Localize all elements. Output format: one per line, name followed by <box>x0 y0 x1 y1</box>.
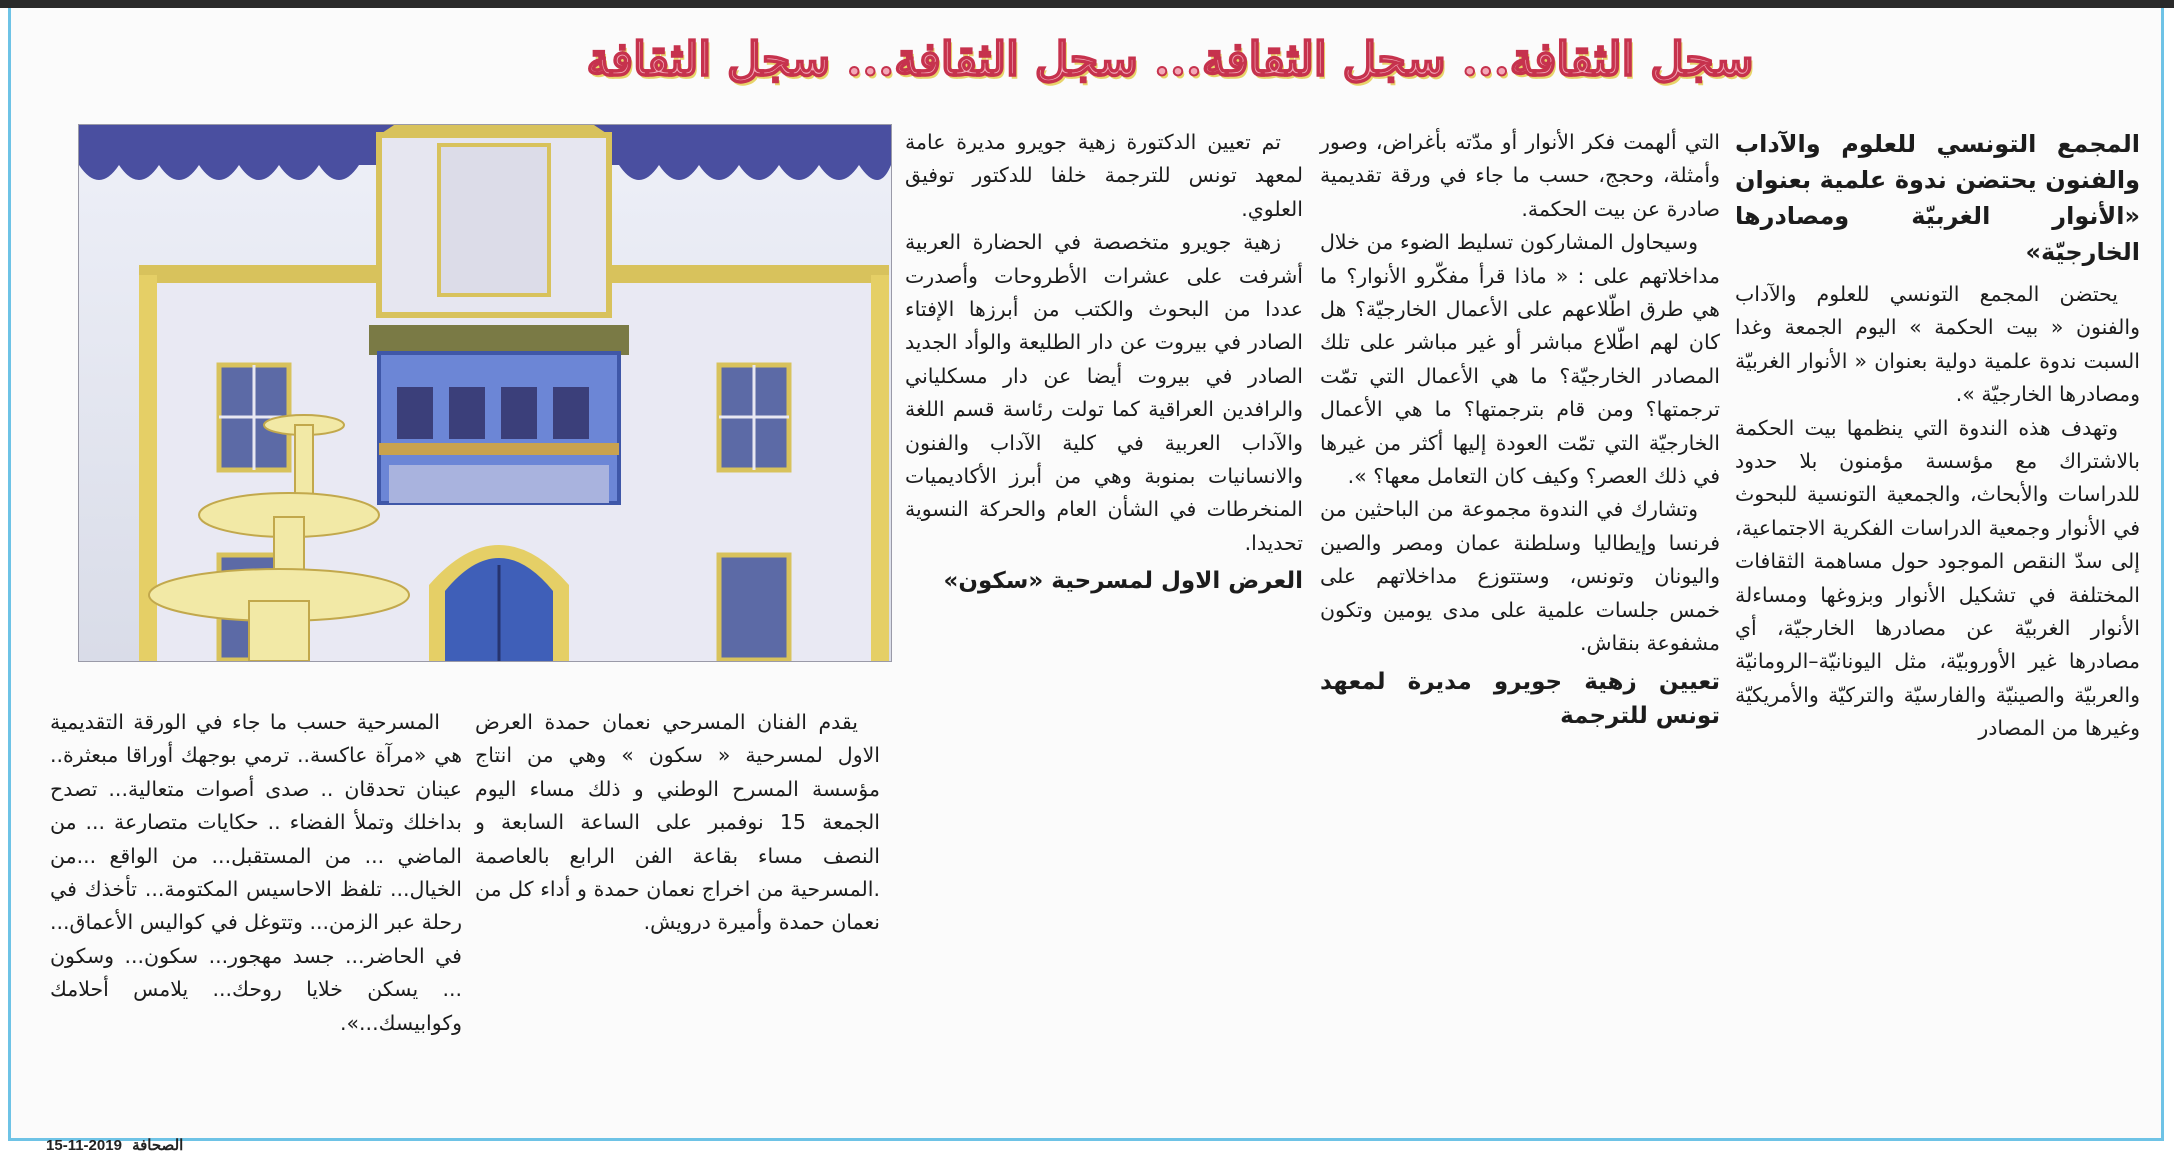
article3-headline: العرض الاول لمسرحية «سكون» <box>943 568 1303 595</box>
building-photo <box>78 124 892 662</box>
article1-headline: المجمع التونسي للعلوم والآداب والفنون يحتضن ندوة علمية بعنوان «الأنوار الغربيّة ومصادرها الخارجيّة» <box>1735 130 2140 266</box>
footer-date: 2019-11-15 <box>46 1137 122 1154</box>
article-column-5 <box>50 706 462 1040</box>
article2-paragraph: تم تعيين الدكتورة زهية جويرو مديرة عامة لمعهد تونس للترجمة خلفا للدكتور توفيق العلوي. <box>905 130 1303 221</box>
article-column-1 <box>1735 126 2140 746</box>
article1-paragraph: وتهدف هذه الندوة التي ينظمها بيت الحكمة بالاشتراك مع مؤسسة مؤمنون بلا حدود للدراسات والأبحاث، والجمعية التونسية للبحوث في الأنوار وجمعية الدراسات الفكرية الاجتماعية، إلى سدّ النقص الموجود حول مساهمة الثقافات المختلفة في تشكيل الأنوار وبزوغها ومساءلة الأنوار الغربيّة عن مصادرها الخارجيّة، أي مصادرها غير الأوروبيّة، مثل اليونانيّة–الرومانيّة والعربيّة والصينيّة والفارسيّة والتركيّة والأمريكيّة وغيرها من المصادر <box>1735 415 2140 741</box>
article3-paragraph: يقدم الفنان المسرحي نعمان حمدة العرض الاول لمسرحية « سكون » وهي من انتاج مؤسسة المسرح الوطني و ذلك مساء اليوم الجمعة 15 نوفمبر على الساعة السابعة و النصف مساء بقاعة الفن الرابع بالعاصمة .المسرحية من اخراج نعمان حمدة و أداء كل من نعمان حمدة وأميرة درويش. <box>475 710 880 935</box>
article1-paragraph: وسيحاول المشاركون تسليط الضوء من خلال مداخلاتهم على : « ماذا قرأ مفكّرو الأنوار؟ ما هي طرق اطّلاعهم على الأعمال الخارجيّة؟ هل كان لهم اطّلاع مباشر أو غير مباشر على تلك المصادر الخارجيّة؟ ما هي الأعمال التي تمّت ترجمتها؟ ومن قام بترجمتها؟ ما هي الأعمال الخارجيّة التي تمّت العودة إليها أكثر من غيرها في ذلك العصر؟ وكيف كان التعامل معها؟ ». <box>1320 230 1720 489</box>
section-banner: سجل الثقافة... سجل الثقافة... سجل الثقافة... سجل الثقافة <box>586 32 1754 86</box>
footer-page-label: الصحافة <box>132 1137 184 1154</box>
top-border <box>0 0 2174 8</box>
building-illustration <box>79 125 891 661</box>
article-column-3 <box>905 126 1303 602</box>
article1-paragraph: التي ألهمت فكر الأنوار أو مدّته بأغراض، وصور وأمثلة، وحجج، حسب ما جاء في ورقة تقديمية صادرة عن بيت الحكمة. <box>1320 130 1720 221</box>
article1-paragraph: يحتضن المجمع التونسي للعلوم والآداب والفنون « بيت الحكمة » اليوم الجمعة وغدا السبت ندوة علمية دولية بعنوان « الأنوار الغربيّة ومصادرها الخارجيّة ». <box>1735 282 2140 407</box>
article1-paragraph: وتشارك في الندوة مجموعة من الباحثين من فرنسا وإيطاليا وسلطنة عمان ومصر والصين واليونان وتونس، وستتوزع مداخلاتهم على خمس جلسات علمية على مدى يومين وتكون مشفوعة بنقاش. <box>1320 497 1720 656</box>
page-footer <box>40 1136 183 1154</box>
article2-paragraph: زهية جويرو متخصصة في الحضارة العربية أشرفت على عشرات الأطروحات وأصدرت عددا من البحوث والكتب من أبرزها الإفتاء الصادر في بيروت عن دار الطليعة والوأد الجديد الصادر في بيروت أيضا عن دار مسكلياني والرافدين العراقية كما تولت رئاسة قسم اللغة والآداب العربية في كلية الآداب والفنون والانسانيات بمنوبة وهي من أبرز الأكاديميات المنخرطات في الشأن العام والحركة النسوية تحديدا. <box>905 230 1303 555</box>
article3-paragraph: المسرحية حسب ما جاء في الورقة التقديمية هي «مرآة عاكسة.. ترمي بوجهك أوراقا مبعثرة.. عينان تحدقان .. صدى أصوات متعالية... تصدح بداخلك وتملأ الفضاء .. حكايات متصارعة ... من الماضي ... من المستقبل... من الواقع ...من الخيال... تلفظ الاحاسيس المكتومة... تأخذك في رحلة عبر الزمن... وتتوغل في كواليس الأعماق... في الحاضر... جسد مهجور... سكون... وسكون ... يسكن خلايا روحك... يلامس أحلامك وكوابيسك...». <box>50 710 462 1035</box>
article-column-4 <box>475 706 880 940</box>
article2-headline: تعيين زهية جويرو مديرة لمعهد تونس للترجمة <box>1320 668 1720 729</box>
article-column-2 <box>1320 126 1720 737</box>
